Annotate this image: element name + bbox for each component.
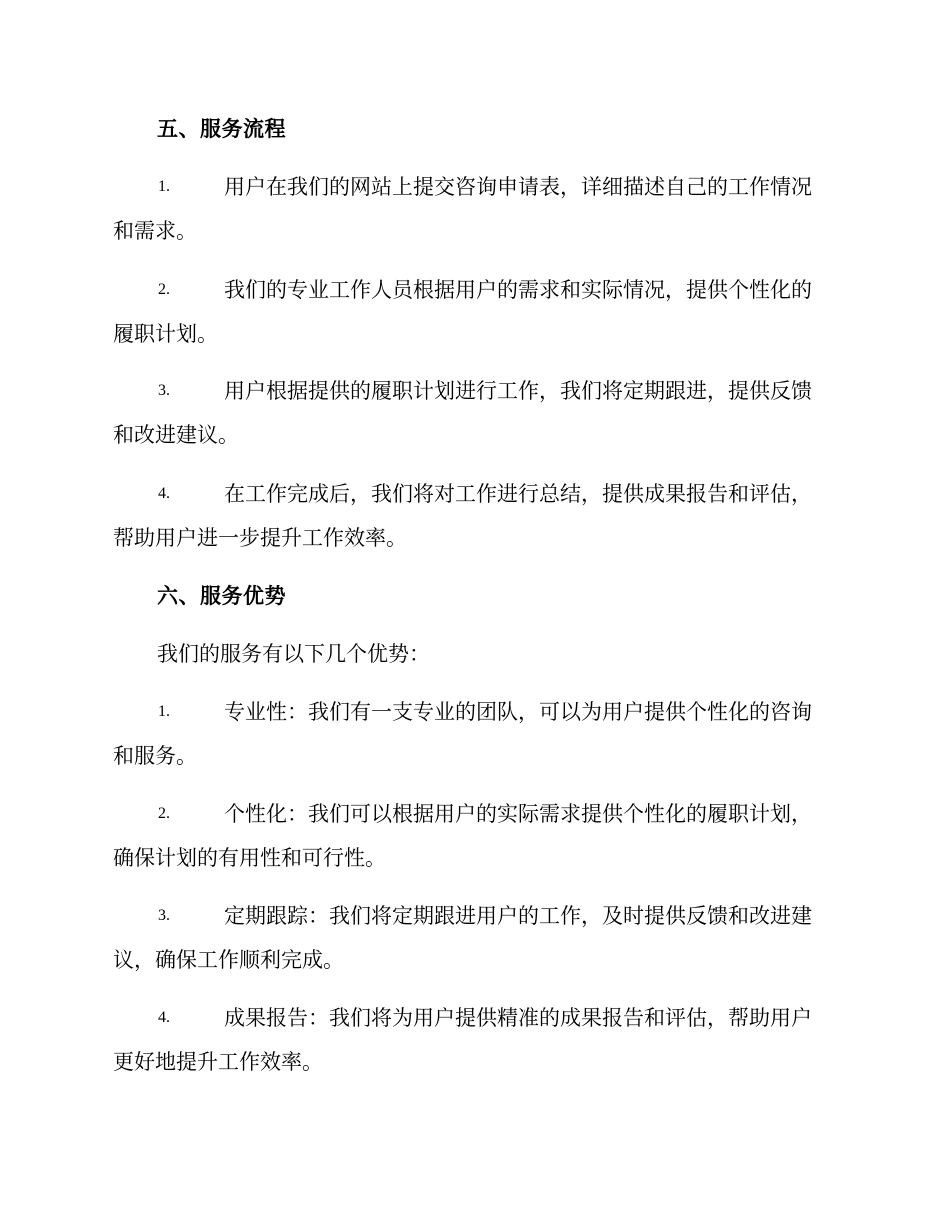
item-number: 3. xyxy=(158,382,170,399)
intro-paragraph: 我们的服务有以下几个优势： xyxy=(157,642,430,666)
item-text: 我们的专业工作人员根据用户的需求和实际情况，提供个性化的 xyxy=(224,278,812,302)
item-text: 在工作完成后，我们将对工作进行总结，提供成果报告和评估， xyxy=(224,482,812,506)
item-number: 4. xyxy=(158,485,170,502)
item-text-continued: 议，确保工作顺利完成。 xyxy=(113,948,344,972)
item-text-continued: 更好地提升工作效率。 xyxy=(113,1050,323,1074)
item-number: 4. xyxy=(158,1009,170,1026)
section-heading-service-advantages: 六、服务优势 xyxy=(157,584,286,608)
item-text: 定期跟踪：我们将定期跟进用户的工作，及时提供反馈和改进建 xyxy=(224,904,812,928)
item-text-continued: 和服务。 xyxy=(113,744,197,768)
item-text-continued: 和改进建议。 xyxy=(113,423,239,447)
section-heading-service-process: 五、服务流程 xyxy=(157,117,286,141)
item-text: 用户在我们的网站上提交咨询申请表，详细描述自己的工作情况 xyxy=(224,175,812,199)
item-text-continued: 履职计划。 xyxy=(113,322,218,346)
item-text: 用户根据提供的履职计划进行工作，我们将定期跟进，提供反馈 xyxy=(224,379,812,403)
item-text: 个性化：我们可以根据用户的实际需求提供个性化的履职计划， xyxy=(224,802,812,826)
item-number: 1. xyxy=(158,178,170,195)
item-text: 专业性：我们有一支专业的团队，可以为用户提供个性化的咨询 xyxy=(224,700,812,724)
item-text-continued: 帮助用户进一步提升工作效率。 xyxy=(113,526,407,550)
item-text-continued: 和需求。 xyxy=(113,219,197,243)
item-number: 1. xyxy=(158,703,170,720)
item-text: 成果报告：我们将为用户提供精准的成果报告和评估，帮助用户 xyxy=(224,1006,812,1030)
item-number: 3. xyxy=(158,907,170,924)
item-text-continued: 确保计划的有用性和可行性。 xyxy=(113,846,386,870)
item-number: 2. xyxy=(158,805,170,822)
item-number: 2. xyxy=(158,281,170,298)
